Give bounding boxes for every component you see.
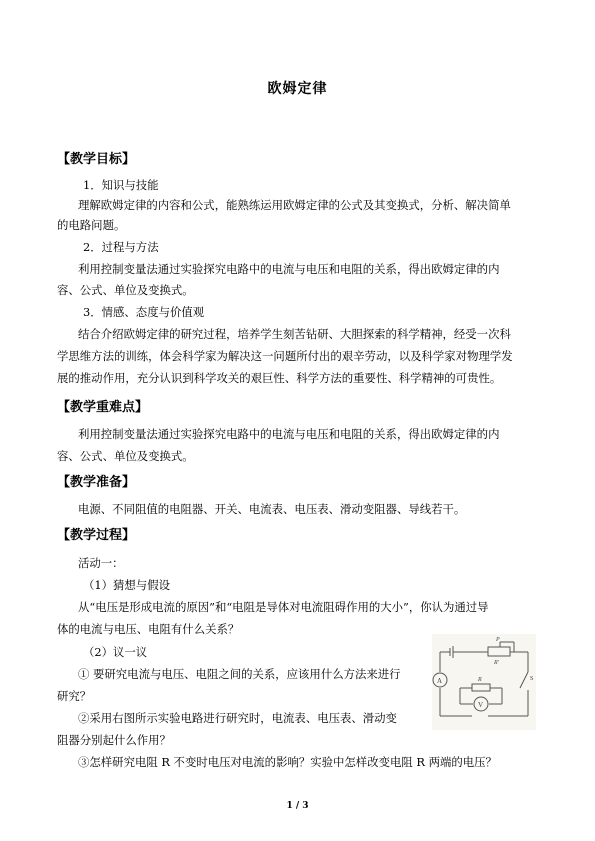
page-title: 欧姆定律	[267, 81, 328, 97]
key-points-text: 容、公式、单位及变换式。	[57, 449, 194, 463]
question-1: 研究？	[57, 689, 92, 703]
voltmeter-label: V	[478, 701, 484, 709]
key-points-text: 利用控制变量法通过实验探究电路中的电流与电压和电阻的关系，得出欧姆定律的内	[78, 427, 500, 441]
switch-label: S	[530, 676, 534, 682]
question-2: 阻器分别起什么作用？	[57, 733, 171, 747]
ammeter-label: A	[437, 677, 443, 685]
question-2: ②采用右图所示实验电路进行研究时，电流表、电压表、滑动变	[78, 711, 397, 725]
step-1-text: 体的电流与电压、电阻有什么关系？	[57, 622, 240, 636]
activity-label: 活动一：	[78, 556, 124, 570]
objective-3-text: 结合介绍欧姆定律的研究过程，培养学生刻苦钻研、大胆探索的科学精神，经受一次科	[78, 327, 511, 341]
step-1-title: （1）猜想与假设	[83, 578, 170, 592]
section-heading-preparation: 【教学准备】	[57, 475, 136, 490]
objective-1-text: 理解欧姆定律的内容和公式，能熟练运用欧姆定律的公式及其变换式，分析、解决简单	[78, 198, 511, 212]
resistor-label: R	[478, 677, 482, 683]
question-1: ① 要研究电流与电压、电阻之间的关系，应该用什么方法来进行	[78, 667, 401, 681]
question-3: ③怎样研究电阻 R 不变时电压对电流的影响？实验中怎样改变电阻 R 两端的电压？	[78, 755, 497, 769]
slider-label: P	[496, 637, 500, 643]
objective-2-text: 容、公式、单位及变换式。	[57, 283, 194, 297]
preparation-text: 电源、不同阻值的电阻器、开关、电流表、电压表、滑动变阻器、导线若干。	[78, 502, 466, 516]
objective-1-title: 1．知识与技能	[83, 178, 159, 192]
objective-2-text: 利用控制变量法通过实验探究电路中的电流与电压和电阻的关系，得出欧姆定律的内	[78, 262, 500, 276]
page-number: 1 / 3	[286, 801, 309, 811]
rheostat-label: R'	[494, 660, 499, 666]
objective-3-text: 学思维方法的训练，体会科学家为解决这一问题所付出的艰辛劳动，以及科学家对物理学发	[57, 349, 513, 363]
objective-1-text: 的电路问题。	[57, 218, 126, 232]
section-heading-key-points: 【教学重难点】	[57, 400, 149, 415]
step-2-title: （2）议一议	[83, 645, 148, 659]
objective-2-title: 2．过程与方法	[83, 240, 159, 254]
objective-3-title: 3．情感、态度与价值观	[83, 305, 205, 319]
step-1-text: 从“电压是形成电流的原因”和“电阻是导体对电流阻碍作用的大小”，你认为通过导	[78, 600, 489, 614]
circuit-diagram	[432, 634, 536, 730]
objective-3-text: 展的推动作用，充分认识到科学攻关的艰巨性、科学方法的重要性、科学精神的可贵性。	[57, 371, 502, 385]
section-heading-process: 【教学过程】	[57, 528, 136, 543]
section-heading-objectives: 【教学目标】	[57, 152, 136, 167]
